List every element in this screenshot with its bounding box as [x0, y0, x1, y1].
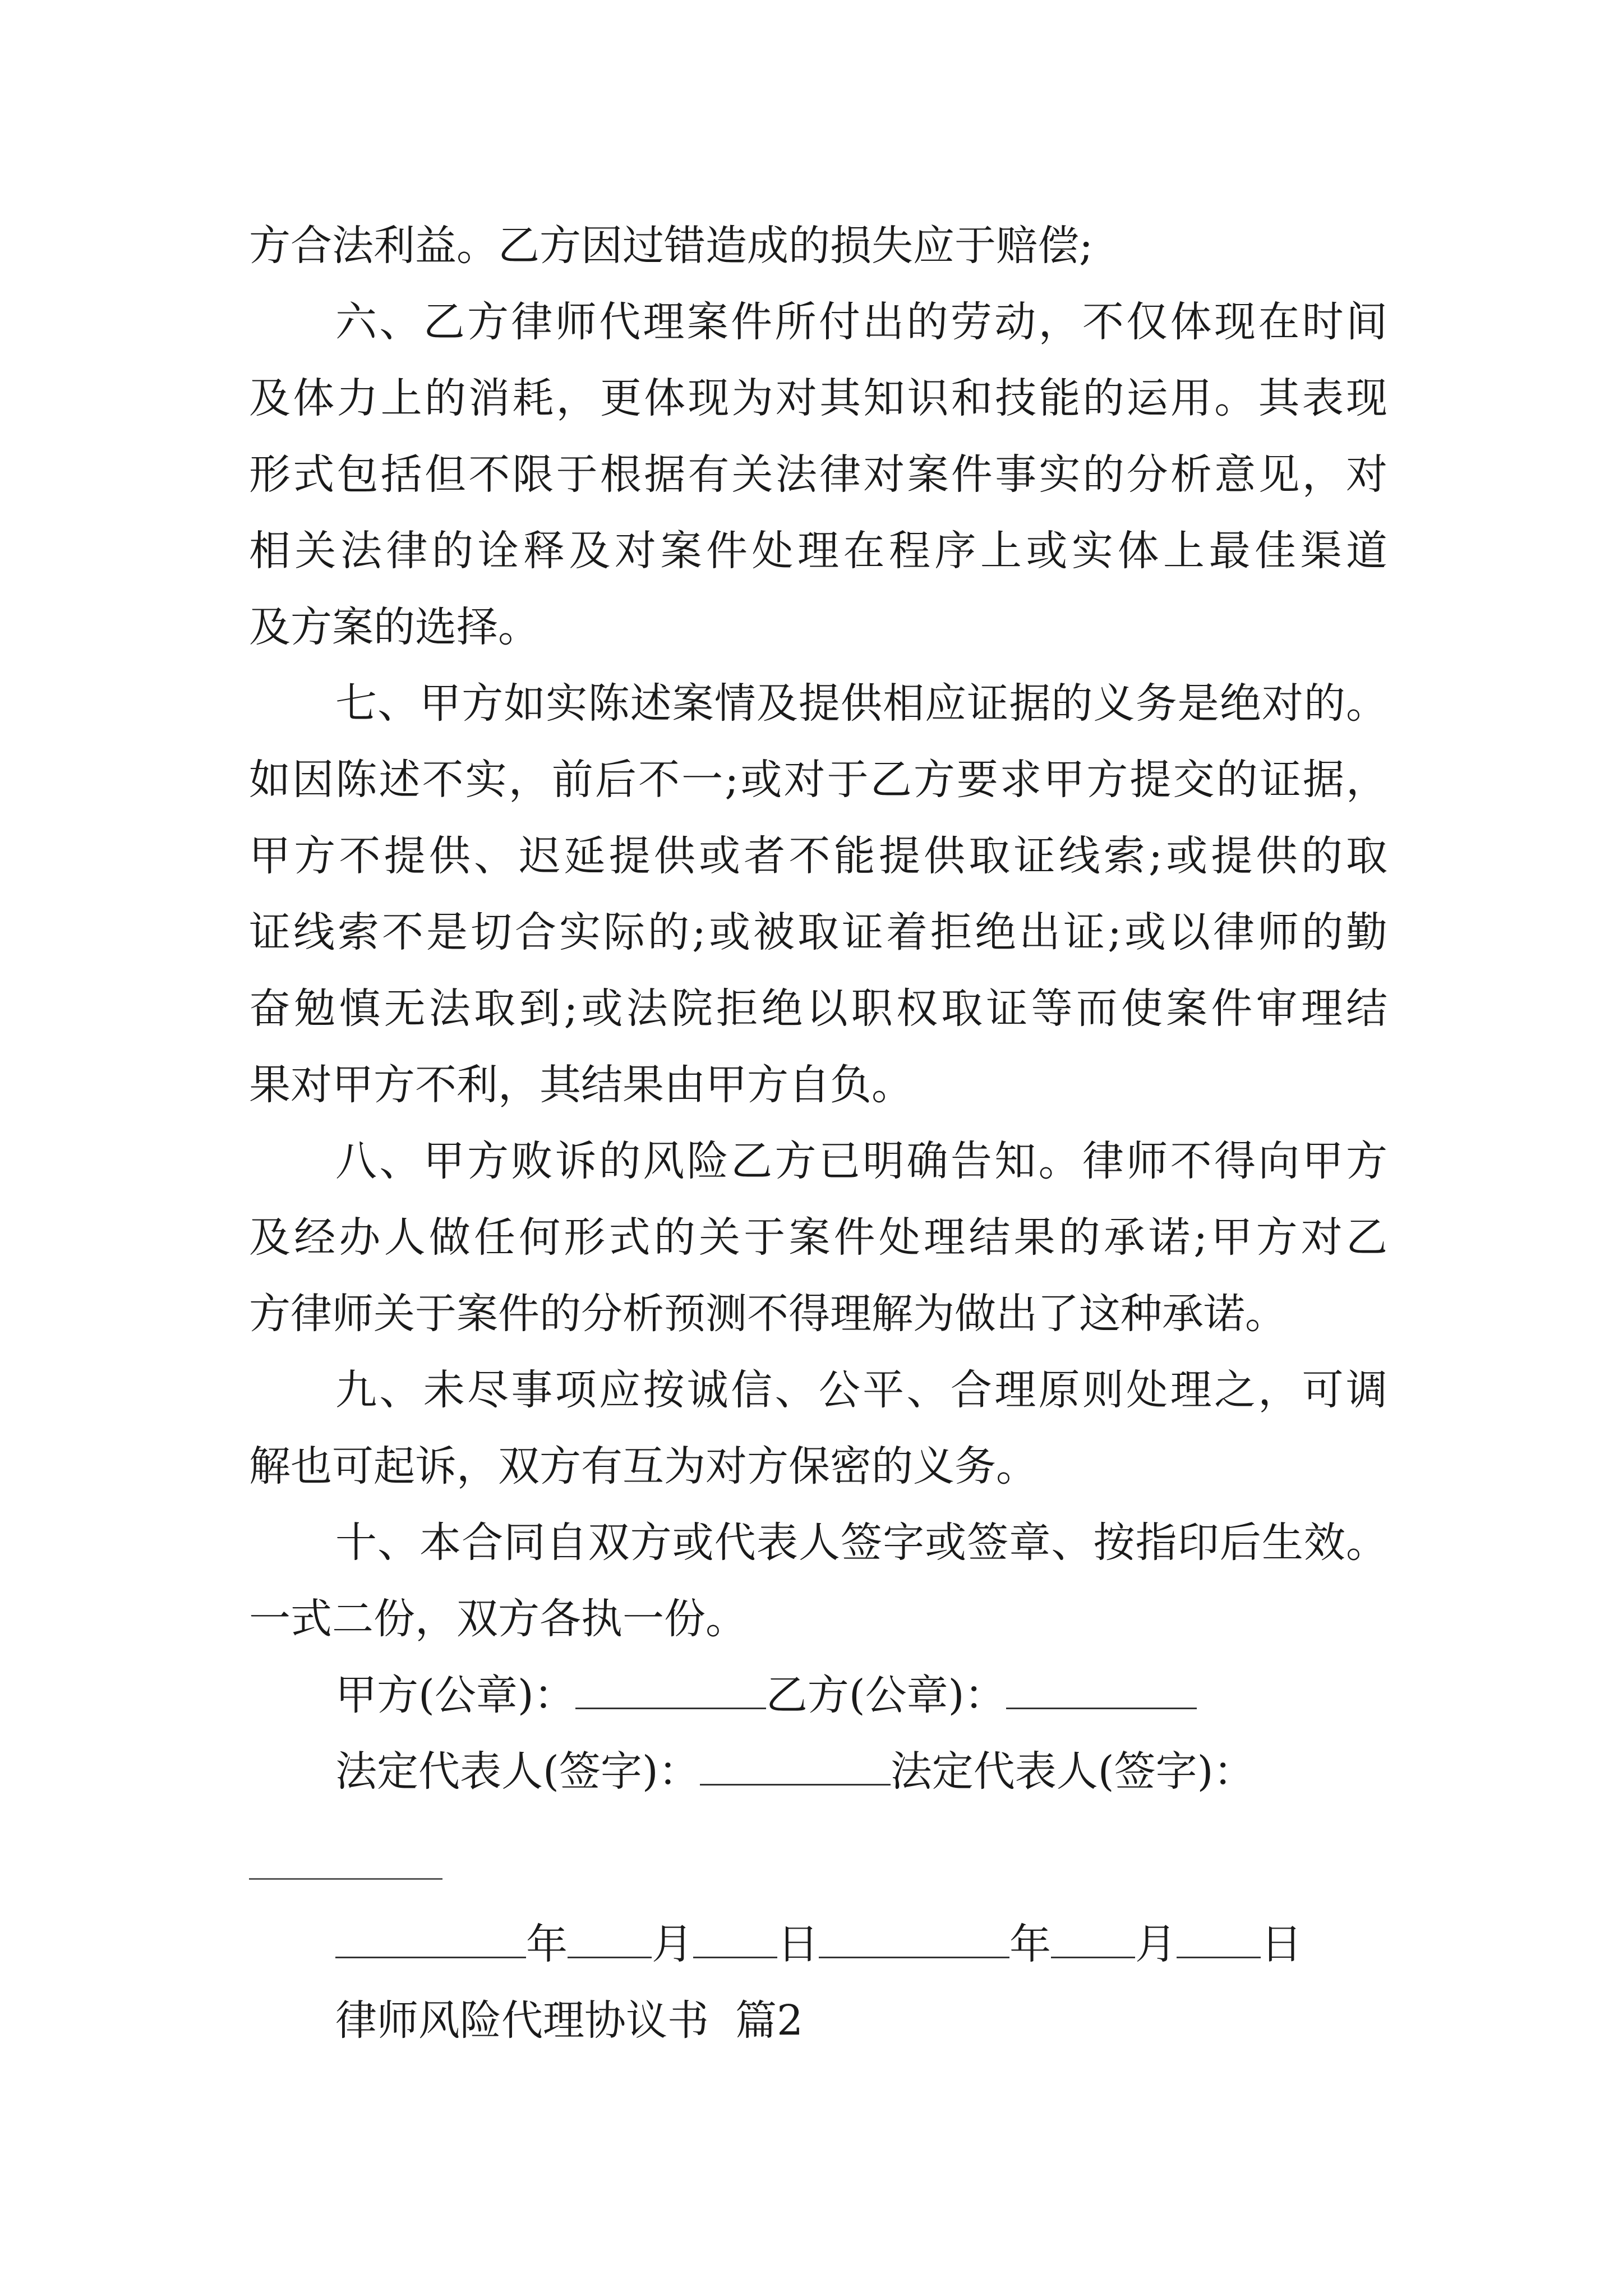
- date-a-month-label: 月: [652, 1920, 693, 1968]
- paragraph-6-line-4: 相关法律的诠释及对案件处理在程序上或实体上最佳渠道: [249, 527, 1387, 575]
- date-b-day-label: 日: [1261, 1920, 1302, 1968]
- paragraph-9-line-1: 九、未尽事项应按诚信、公平、合理原则处理之，可调: [335, 1366, 1387, 1414]
- date-b-year-label: 年: [1009, 1920, 1051, 1968]
- rep-a-label: 法定代表人(签字)：: [335, 1747, 700, 1796]
- date-a-day-label: 日: [777, 1920, 819, 1968]
- rep-b-label: 法定代表人(签字)：: [890, 1747, 1255, 1796]
- paragraph-8-line-2: 及经办人做任何形式的关于案件处理结果的承诺;甲方对乙: [249, 1213, 1387, 1262]
- paragraph-6-line-3: 形式包括但不限于根据有关法律对案件事实的分析意见，对: [249, 450, 1387, 499]
- date-b-day-blank: [1177, 1917, 1261, 1958]
- seal-line: [335, 1667, 1197, 1723]
- paragraph-9-line-2: 解也可起诉，双方有互为对方保密的义务。: [249, 1442, 1038, 1490]
- party-a-seal-label: 甲方(公章)：: [335, 1671, 575, 1719]
- rep-b-blank: [249, 1878, 442, 1880]
- date-b-month-label: 月: [1135, 1920, 1177, 1968]
- party-a-seal-blank: [575, 1668, 766, 1709]
- paragraph-6-line-1: 六、乙方律师代理案件所付出的劳动，不仅体现在时间: [335, 298, 1387, 346]
- paragraph-6-line-2: 及体力上的消耗，更体现为对其知识和技能的运用。其表现: [249, 374, 1387, 422]
- paragraph-7-line-3: 甲方不提供、迟延提供或者不能提供取证线索;或提供的取: [249, 832, 1387, 880]
- date-line: [335, 1916, 1302, 1972]
- date-a-day-blank: [693, 1917, 777, 1958]
- paragraph-8-line-1: 八、甲方败诉的风险乙方已明确告知。律师不得向甲方: [335, 1137, 1387, 1185]
- date-b-month-blank: [1051, 1917, 1135, 1958]
- paragraph-7-line-2: 如因陈述不实，前后不一;或对于乙方要求甲方提交的证据，: [249, 756, 1387, 804]
- date-a-month-blank: [568, 1917, 652, 1958]
- paragraph-8-line-3: 方律师关于案件的分析预测不得理解为做出了这种承诺。: [249, 1290, 1287, 1338]
- paragraph-10-line-1: 十、本合同自双方或代表人签字或签章、按指印后生效。: [335, 1519, 1387, 1567]
- party-b-seal-blank: [1006, 1668, 1197, 1709]
- paragraph-7-line-6: 果对甲方不利，其结果由甲方自负。: [249, 1061, 913, 1109]
- rep-a-blank: [700, 1745, 891, 1786]
- paragraph-5-line-1: 方合法利益。乙方因过错造成的损失应于赔偿;: [249, 222, 1093, 270]
- representative-line: [335, 1743, 1255, 1800]
- date-a-year-blank: [335, 1917, 526, 1958]
- date-b-year-blank: [819, 1917, 1009, 1958]
- next-section-title: 律师风险代理协议书 篇2: [335, 1996, 804, 2045]
- paragraph-10-line-2: 一式二份，双方各执一份。: [249, 1595, 747, 1643]
- paragraph-6-line-5: 及方案的选择。: [249, 603, 540, 651]
- date-a-year-label: 年: [526, 1920, 568, 1968]
- party-b-seal-label: 乙方(公章)：: [766, 1671, 1006, 1719]
- paragraph-7-line-5: 奋勉慎无法取到;或法院拒绝以职权取证等而使案件审理结: [249, 984, 1387, 1033]
- paragraph-7-line-1: 七、甲方如实陈述案情及提供相应证据的义务是绝对的。: [335, 679, 1387, 728]
- paragraph-7-line-4: 证线索不是切合实际的;或被取证着拒绝出证;或以律师的勤: [249, 908, 1387, 956]
